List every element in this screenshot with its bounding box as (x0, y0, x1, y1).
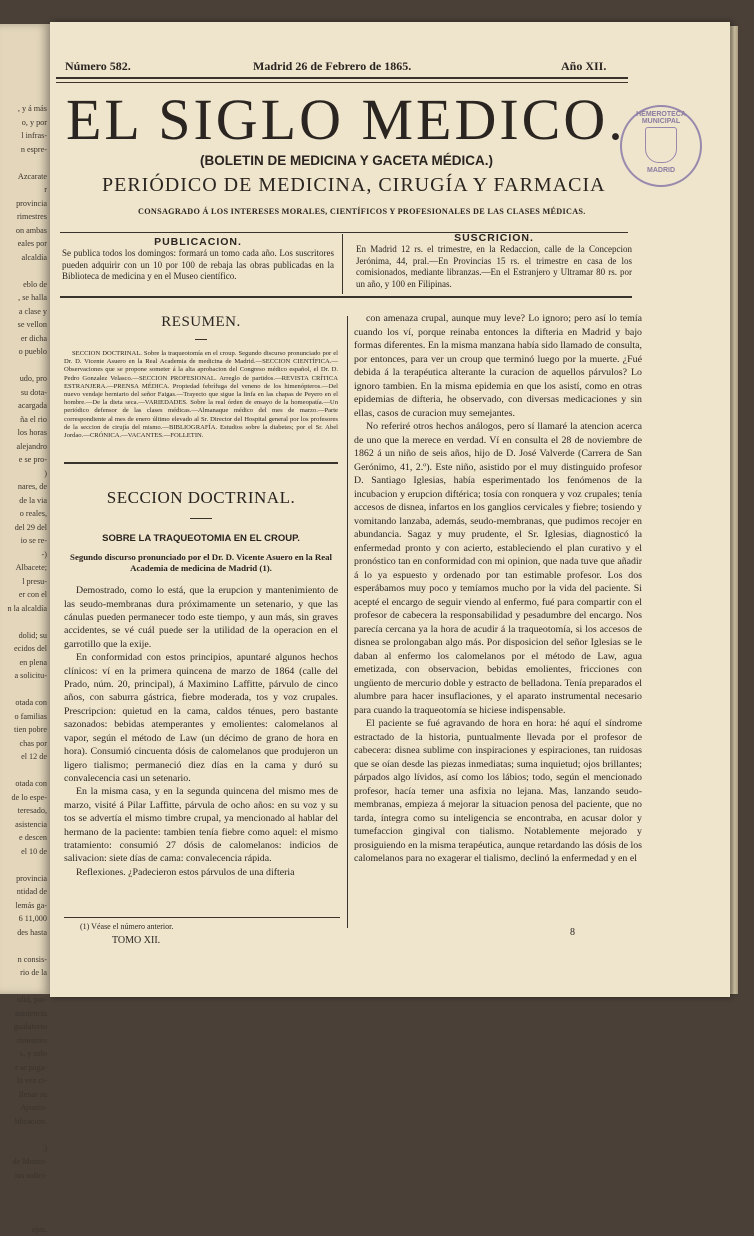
left-page-line: o familias (0, 710, 50, 724)
left-page-line: blicacion. (0, 1115, 50, 1129)
left-page-line: ña el rio (0, 413, 50, 427)
seccion-dash (190, 518, 212, 519)
left-page-strip (0, 24, 50, 994)
left-page-line: er con el (0, 588, 50, 602)
left-page-line: provincia (0, 872, 50, 886)
suscricion-box (356, 232, 632, 290)
newspaper-page (50, 22, 730, 997)
left-page-line: teresado, (0, 804, 50, 818)
left-page-line: alejandro (0, 440, 50, 454)
left-page-line: .) (0, 1142, 50, 1156)
left-page-line: de Monto- (0, 1155, 50, 1169)
left-page-line: gualatorio (0, 1020, 50, 1034)
paragraph: El paciente se fué agravando de hora en hora: hé aquí el síndrome estractado de la historia, puntualmente llevada por el profesor de cabecera: disnea sublime con inspiraciones y espiraciones, tan ruidosas que se oían desde las piezas inmediatas; suma inquietud; ojos brillantes; párpados algo lívidos, así como los lábios; todo, según el mencionado profesor, hacía temer una asfixia no lejana. Mas, lanzando seudo-membranas, empieza á mejorar la situacion penosa del paciente, que no tarda, íntegra como su inteligencia se encontraba, en acusar dolor y tumefaccion gingival con tialismo. Notablemente mejorado y prosiguiendo en la misma terapéutica, aunque retardando las dósis de los calomelanos para no exagerar el tialismo, declinó la enfermedad y en el (354, 717, 642, 866)
paragraph: En la misma casa, y en la segunda quincena del mismo mes de marzo, visité á Pilar Laffitte, párvula de ocho años: en su voz y su tos se advertía el mismo timbre crupal, ya mencionado al hablar del hermano de la paciente: tambien tenía fiebre como aquel: el mismo tratamiento: consumió 27 dósis de calomelanos: indicios de salivacion: siete días de cama: convalecencia rápida. (64, 785, 338, 865)
left-page-line: asistencia (0, 1007, 50, 1021)
article-body-left (64, 584, 338, 879)
left-page-line: , y á más (0, 102, 50, 116)
left-page-line (0, 615, 50, 629)
stamp-top-text: HEMEROTECA MUNICIPAL (628, 111, 694, 125)
paragraph: No referiré otros hechos análogos, pero sí llamaré la atencion acerca de uno que la merece en verdad. Ví en consulta el 28 de noviembre de 1862 á un niño de seis años, hijo de D. José Valverde (Carrera de San Gerónimo, 41, 2.º). Este niño, asistido por el muy distinguido profesor D. Santiago Iglesias, había esperimentado los fenómenos de la incubacion y erupcion diftérica; tosía con ronquera y voz crupales; tenía accesos de disnea, infartos en los ganglios cervicales y fiebre; tosiendo y vomitando lanzaba, además, seudo-membranas, que pudimos recojer en abundancia. Sagaz y muy prudente, el Sr. Iglesias, diagnosticó la enfermedad pronto y con acierto, estableciendo el plan curativo y el pronóstico tan en conformidad con mi opinion, que nada tuve que añadir á lo ya espuesto y ordenado por tan estimable profesor. Los dos esperábamos muy poco y temíamos mucho por la vida del paciente. Si acepté el encargo de seguir viendo al enfermo, fué para compartir con el profesor de cabecera la responsabilidad y pesadumbre del encargo. Nos parecía cercana ya la hora de acudir á la traqueotomía, si los accesos de disnea se prolongaban algo más. Por disposicion del señor Iglesias se le daban al enfermo los calomelanos por el método de Law, agua emetizada, con observacion, bebidas emolientes, fricciones con ungüento de mercurio doble y estracto de belladona. Tenía preparados el alumbre para hacer insuflaciones, y el aparato instrumental necesario para cuando la traqueotomía se hiciese indispensable. (354, 420, 642, 717)
left-page-line: alcaldía (0, 251, 50, 265)
resumen-heading: RESUMEN. (64, 314, 338, 331)
left-page-line: olid, par- (0, 993, 50, 1007)
column-left (64, 314, 338, 879)
left-page-line: el 10 de (0, 845, 50, 859)
left-page-line: rimestres (0, 1034, 50, 1048)
publicacion-box (62, 236, 334, 283)
left-page-line: l infras- (0, 129, 50, 143)
left-page-line: ntidad de (0, 885, 50, 899)
coat-of-arms-icon (645, 127, 677, 163)
left-page-line: r se paga- (0, 1061, 50, 1075)
left-page-line: ecidos del (0, 642, 50, 656)
left-page-line (0, 1182, 50, 1196)
left-page-line (0, 1209, 50, 1223)
left-page-line (0, 156, 50, 170)
masthead-dedication: CONSAGRADO Á LOS INTERESES MORALES, CIENTÍFICOS Y PROFESIONALES DE LAS CLASES MÉDICAS. (138, 207, 586, 216)
left-page-line: e descen (0, 831, 50, 845)
left-page-line (0, 1128, 50, 1142)
tomo-label: TOMO XII. (112, 935, 160, 946)
left-page-line: nares, de (0, 480, 50, 494)
left-page-line: tien pobre (0, 723, 50, 737)
left-page-line (0, 359, 50, 373)
left-page-line: llenar su (0, 1088, 50, 1102)
left-page-line: rio de la (0, 966, 50, 980)
left-page-line: n espre- (0, 143, 50, 157)
left-page-line: de lo espe- (0, 791, 50, 805)
left-page-line: o reales, (0, 507, 50, 521)
paragraph: con amenaza crupal, aunque muy leve? Lo ignoro; pero así lo temía cuando los ví, porque reinaba entonces la difteria en Madrid y bajo formas diferentes. En la misma manzana había sido llamado de consulta, por entonces, para ver un croup que terminó luego por la muerte. ¿Fué debida á la terapéutica alterante la curacion de aquellos párvulos? Lo ignoro tambien. En la misma epidemia en que los asistí, como en otras epidemias de difteria, he observado, con diversas medicaciones y sin ellas, casos de curacion muy semejantes. (354, 312, 642, 420)
left-page-line: asistencia (0, 818, 50, 832)
section-rule (64, 462, 338, 464)
left-page-line: udo, pro (0, 372, 50, 386)
left-page-line: des hasta (0, 926, 50, 940)
seccion-heading: SECCION DOCTRINAL. (64, 488, 338, 508)
left-page-line: 6 11,000 (0, 912, 50, 926)
left-page-line: ojas, (0, 1223, 50, 1236)
left-page-line: a clase y (0, 305, 50, 319)
left-page-line: n la alcaldía (0, 602, 50, 616)
left-page-line (0, 858, 50, 872)
column-divider (347, 316, 348, 928)
left-page-line: los horas (0, 426, 50, 440)
publicacion-heading: PUBLICACION. (62, 236, 334, 248)
left-page-line: on ambas (0, 224, 50, 238)
left-page-line: otada con (0, 777, 50, 791)
footnote: (1) Véase el número anterior. (80, 922, 173, 931)
left-page-line: su dota- (0, 386, 50, 400)
suscricion-heading: SUSCRICION. (356, 232, 632, 244)
masthead-subtitle: (BOLETIN DE MEDICINA Y GACETA MÉDICA.) (200, 153, 493, 168)
left-page-line: rimestres (0, 210, 50, 224)
resumen-dash (195, 339, 207, 340)
paragraph: En conformidad con estos principios, apuntaré algunos hechos clínicos: ví en la primera quincena de marzo de 1864 (calle del Prado, núm. 20, principal), á Maximino Laffitte, párvulo de cinco años, con saburra gástrica, fiebre moderada, tos y voz crupales. Prescripcion: quietud en la cama, caldos ténues, pero bastante sazonados: bebidas atemperantes y emolientes: calomelanos al vapor, según el método de Law (un décimo de grano de hora en hora). Consumió cincuenta dósis de calomelanos que produjeron un ligero tialismo; permaneció diez días en la cama y duró su convalecencia casi un setenario. (64, 651, 338, 785)
left-page-line: -) (0, 548, 50, 562)
page-number: 8 (570, 927, 575, 938)
left-page-line: o pueblo (0, 345, 50, 359)
left-page-line (0, 264, 50, 278)
left-page-line: l presu- (0, 575, 50, 589)
left-page-line: a solicitu- (0, 669, 50, 683)
left-page-text (0, 24, 50, 1236)
left-page-line: e se pro- (0, 453, 50, 467)
left-page-line: Azcarate (0, 170, 50, 184)
left-page-line: io se re- (0, 534, 50, 548)
box-rule-bottom (60, 296, 632, 298)
left-page-line: ras solici- (0, 1169, 50, 1183)
left-page-line: dolid; su (0, 629, 50, 643)
left-page-line: eblo de (0, 278, 50, 292)
article-title: SOBRE LA TRAQUEOTOMIA EN EL CROUP. (64, 533, 338, 544)
stamp-bottom-text: MADRID (628, 167, 694, 174)
left-page-line: Albacete; (0, 561, 50, 575)
issue-number: Número 582. (65, 59, 131, 74)
footnote-rule (64, 917, 340, 918)
masthead-tagline: PERIÓDICO DE MEDICINA, CIRUGÍA Y FARMACIA (102, 174, 606, 197)
issue-year: Año XII. (561, 59, 606, 74)
left-page-line (0, 764, 50, 778)
left-page-line: lemás ga- (0, 899, 50, 913)
left-page-line: en plena (0, 656, 50, 670)
issue-date: Madrid 26 de Febrero de 1865. (253, 59, 411, 74)
left-page-line: ) (0, 467, 50, 481)
left-page-line: de la via (0, 494, 50, 508)
left-page-line: se vellon (0, 318, 50, 332)
left-page-line: Ayunto- (0, 1101, 50, 1115)
left-page-line: la vez ci- (0, 1074, 50, 1088)
left-page-line: otada con (0, 696, 50, 710)
left-page-line (0, 980, 50, 994)
library-stamp (620, 105, 702, 187)
masthead-title: EL SIGLO MEDICO. (66, 90, 626, 150)
left-page-line (0, 939, 50, 953)
left-page-line: , se halla (0, 291, 50, 305)
publicacion-text: Se publica todos los domingos: formará un tomo cada año. Los suscritores pueden adquirir con un 10 por 100 de rebaja las obras publicadas en la Biblioteca de medicina y en el Museo científico. (62, 248, 334, 283)
left-page-line: s, y solo (0, 1047, 50, 1061)
left-page-line: chas por (0, 737, 50, 751)
paragraph: Reflexiones. ¿Padecieron estos párvulos de una difteria (64, 866, 338, 879)
article-body-right (354, 312, 642, 866)
box-divider (342, 234, 343, 294)
left-page-line: del 29 del (0, 521, 50, 535)
left-page-line: er dicha (0, 332, 50, 346)
header-rule (56, 77, 628, 79)
resumen-text: SECCION DOCTRINAL. Sobre la traqueotomía en el croup. Segundo discurso pronunciado por el Dr. D. Vicente Asuero en la Real Academia de medicina de Madrid.—SECCION CIENTÍFICA.—Observaciones que se propone someter á la alta aprobacion del Congreso médico español, el Dr. D. Pedro Gonzalez Velasco.—SECCION PROFESIONAL. Arreglo de partidos.—REVISTA CRÍTICA ESTRANJERA.—PRENSA MÉDICA. Propiedad febrífuga del veneno de los himenópteros.—Del nuevo vendaje herniario del señor Faigas.—Trayecto que sigue la linfa en las chapas de Peyero en el hombre.—De la dieta seca.—VARIEDADES. Sobre la real órden de ensayo de la homeopatía.—Un periódico defensor de las clases médicas.—Almanaque médico del mes de marzo.—Parte correspondiente al mes de enero último elevado al Sr. Director del Hospital general por los profesores de la seccion de cirujía del mismo.—BIBLIOGRAFÍA. Estudios sobre la diabetes; por el Sr. Abel Jordao.—CRÓNICA.—VACANTES.—FOLLETIN. (64, 350, 338, 440)
left-page-line: r (0, 183, 50, 197)
left-page-line: o, y por (0, 116, 50, 130)
left-page-line (0, 683, 50, 697)
left-page-line: el 12 de (0, 750, 50, 764)
left-page-line: n consis- (0, 953, 50, 967)
left-page-line: provincia (0, 197, 50, 211)
suscricion-text: En Madrid 12 rs. el trimestre, en la Redaccion, calle de la Concepcion Jerónima, 44, pral.—En Provincias 15 rs. el trimestre en casa de los comisionados, mediante libranzas.—En el Estranjero y Ultramar 80 rs. por un año, y 100 en Filipinas. (356, 244, 632, 290)
article-subtitle: Segundo discurso pronunciado por el Dr. D. Vicente Asuero en la Real Academia de medicina de Madrid (1). (64, 552, 338, 574)
left-page-line (0, 1196, 50, 1210)
left-page-line: acargada (0, 399, 50, 413)
header-rule-thin (56, 82, 628, 83)
left-page-line: eales por (0, 237, 50, 251)
paragraph: Demostrado, como lo está, que la erupcion y mantenimiento de las seudo-membranas dura próximamente un setenario, y que las cánulas pueden permanecer todo este tiempo, y aun más, sin graves accidentes, se vé cuál puede ser la utilidad de la operacion en el garrotillo que la exije. (64, 584, 338, 651)
